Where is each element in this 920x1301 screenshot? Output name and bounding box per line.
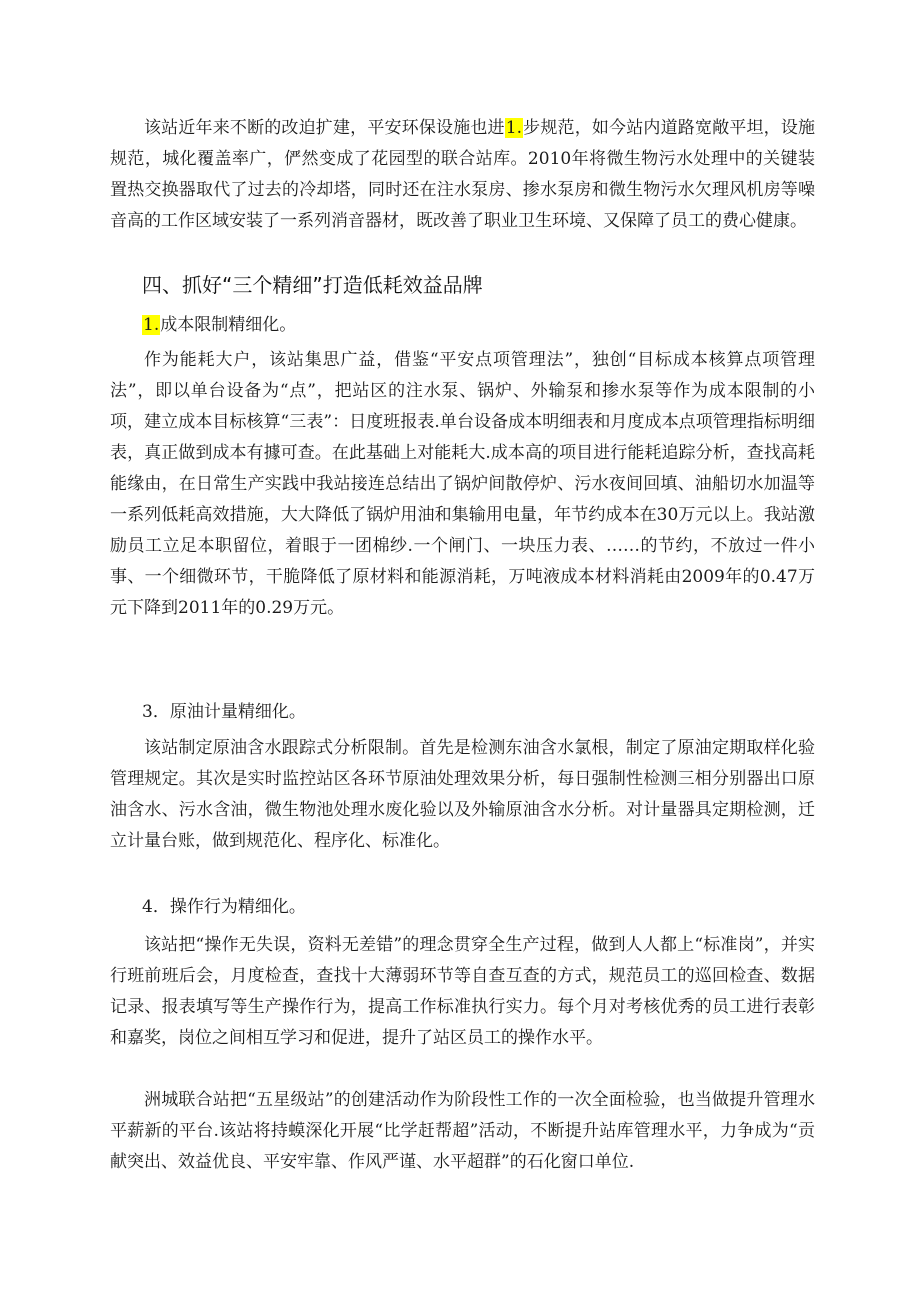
highlighted-mark: 1. bbox=[143, 315, 160, 335]
item-cost-control bbox=[142, 310, 296, 340]
paragraph-crude-metering: 该站制定原油含水跟踪式分析限制。首先是检测东油含水氯根，制定了原油定期取样化验管理规定。其次是实时监控站区各环节原油处理效果分析，每日强制性检测三相分别器出口原油含水、污水含油，微生物池处理水废化验以及外输原油含水分析。对计量器具定期检测，迁立计量台账，做到规范化、程序化、标准化。 bbox=[110, 738, 815, 851]
paragraph-station-renovation bbox=[110, 113, 815, 237]
highlighted-mark: 1. bbox=[505, 118, 522, 138]
paragraph-five-star-station: 洲城联合站把“五星级站”的创建活动作为阶段性工作的一次全面检验，也当做提升管理水平薪新的平台.该站将持蟆深化开展“比学赶帮超”活动，不断提升站库管理水平，力争成为“贡献突出、效益优良、平安牢靠、作风严谨、水平超群”的石化窗口单位. bbox=[110, 1090, 815, 1172]
paragraph-text: 该站近年来不断的改迫扩建，平安环保设施也进 bbox=[144, 118, 505, 138]
paragraph-operation-behavior: 该站把“操作无失误，资料无差错”的理念贯穿全生产过程，做到人人都上“标准岗”，并实行班前班后会，月度检查，查找十大薄弱环节等自查互查的方式，规范员工的巡回检查、数据记录、报表填写等生产操作行为，提高工作标准执行实力。每个月对考核优秀的员工进行表彰和嘉奖，岗位之间相互学习和促进，提升了站区员工的操作水平。 bbox=[110, 935, 815, 1048]
item-operation-behavior: 4．操作行为精细化。 bbox=[142, 897, 306, 917]
paragraph-text: 步规范，如今站内道路宽敞平坦，设施规范，城化覆盖率广，俨然变成了花园型的联合站库。2010年将微生物污水处理中的关键装置热交换器取代了过去的冷却塔，同时还在注水泵房、掺水泵房和微生物污水欠理风机房等噪音高的工作区域安装了一系列消音器材，既改善了职业卫生环境、又保障了员工的费心健康。 bbox=[110, 118, 816, 231]
paragraph-cost-control: 作为能耗大户，该站集思广益，借鉴“平安点项管理法”，独创“目标成本核算点项管理法”，即以单台设备为“点”，把站区的注水泵、锅炉、外输泵和掺水泵等作为成本限制的小项，建立成本目标核算“三表”：日度班报表.单台设备成本明细表和月度成本点项管理指标明细表，真正做到成本有據可查。在此基础上对能耗大.成本高的项目进行能耗追踪分析，查找高耗能缘由，在日常生产实践中我站接连总结出了锅炉间散停炉、污水夜间回填、油船切水加温等一系列低耗高效措施，大大降低了锅炉用油和集输用电量，年节约成本在30万元以上。我站激励员工立足本职留位，着眼于一团棉纱.一个闸门、一块压力表、……的节约，不放过一件小事、一个细微环节，干脆降低了原材料和能源消耗，万吨液成本材料消耗由2009年的0.47万元下降到2011年的0.29万元。 bbox=[110, 350, 815, 618]
section-heading-4: 四、抓好“三个精细”打造低耗效益品牌 bbox=[142, 273, 483, 297]
item-text: 成本限制精细化。 bbox=[160, 315, 297, 335]
item-crude-metering: 3．原油计量精细化。 bbox=[142, 702, 306, 722]
